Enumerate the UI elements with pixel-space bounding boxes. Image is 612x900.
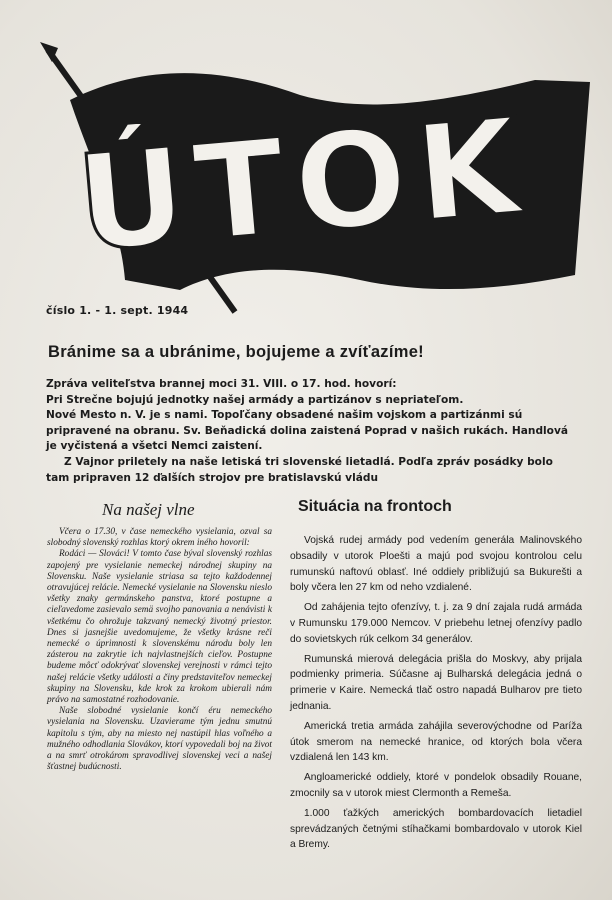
issue-line: číslo 1. - 1. sept. 1944	[46, 304, 189, 317]
report-line-1: Pri Strečne bojujú jednotky našej armády a partizánov s nepriateľom.	[46, 393, 464, 406]
right-paragraph: Vojská rudej armády pod vedením generála Malinovského obsadily v utorok Ploešti a majú pod svojou kontrolou celu rumunskú naftovú oblasť. Iné oddiely približujú sa Bukurešti a boly včera len 27 km od neho vzdialené.	[290, 535, 582, 594]
report-line-2: Nové Mesto n. V. je s nami. Topoľčany obsadené našim vojskom a partizánmi sú pripravené na obranu. Sv. Beňadická dolina zaistená Poprad v našich rukách. Handlová je vyčistená a všetci Nemci zaistení.	[46, 409, 569, 453]
right-paragraph: Americká tretia armáda zahájila severovýchodne od Paríža útok smerom na nemecké hranice, od ktorých bola včera vzdialená len 143 km.	[290, 720, 582, 764]
left-column-article	[47, 527, 272, 773]
left-paragraph: Naše slobodné vysielanie končí éru nemeckého vysielania na Slovensku. Uzavierame tým jednu smutnú kapitolu s tým, aby na miesto nej nastúpil hlas voľného a mužného odhodlania Slovákov, ktorí vypovedali boj na život a na smrť otrokárom spravodlivej slovenskej veci a našej šťastnej budúcnosti.	[47, 706, 272, 773]
right-paragraph: 1.000 ťažkých amerických bombardovacích lietadiel sprevádzaných četnými stíhačkami bombardovalo v utorok Kiel a Bremy.	[290, 807, 582, 851]
right-column-title: Situácia na frontoch	[298, 498, 452, 515]
right-paragraph: Rumunská mierová delegácia prišla do Moskvy, aby prijala podmienky primeria. Súčasne aj Bulharská delegácia jedná o primerie v Kaire. Nemecká tlač ostro napadá Bulharov pre tieto jednania.	[290, 653, 582, 712]
left-paragraph: Rodáci — Slováci! V tomto čase býval slovenský rozhlas zapojený pre vysielanie nemeckej národnej skupiny na Slovensku. Naše vysielanie striasa sa tejto každodennej otravujúcej relácie. Nemecké vysielanie na Slovensku nieslo všetky znaky germánskeho panstva, ktoré postupne a cieľavedome zasievalo semä svojho panovania a nenávisti k všetkému čo ohrožuje takzvaný nemecký životný priestor. Dnes si jasnejšie uvedomujeme, že všetky krásne reči nemecké o úprimnosti k slovenskému národu boly len zásterou na zakrytie ich najvlastnejších cieľov. Postupne budeme môcť odokrývať slovenskej verejnosti v rámci tejto našej relácie všetky události a činy predstaviteľov nemeckej skupiny na Slovensku, kde krok za krokom ubierali nám právo na samostatné rozhodovanie.	[47, 549, 272, 706]
left-column-title: Na našej vlne	[102, 500, 195, 519]
report-lead: Zpráva veliteľstva brannej moci 31. VIII. o 17. hod. hovorí:	[46, 378, 397, 390]
masthead-flag	[30, 40, 600, 320]
right-paragraph: Od zahájenia tejto ofenzívy, t. j. za 9 dní zajala rudá armáda v Rumunsku 179.000 Nemcov. V priebehu letnej ofenzívy padlo do sovietskych rúk celkom 34 generálov.	[290, 602, 582, 645]
masthead-title: ÚTOK	[71, 89, 536, 282]
report-line-3: Z Vajnor priletely na naše letiská tri slovenské lietadlá. Podľa zpráv posádky bolo tam pripraven 12 ďalších strojov pre bratislavskú vládu	[46, 455, 553, 484]
headline: Bránime sa a ubránime, bojujeme a zvíťazíme!	[48, 343, 424, 361]
left-paragraph: Včera o 17.30, v čase nemeckého vysielania, ozval sa slobodný slovenský rozhlas ktorý okrem iného hovoril:	[47, 527, 272, 549]
right-paragraph: Angloamerické oddiely, ktoré v pondelok obsadily Rouane, zmocnily sa v utorok miest Clermonth a Remeša.	[290, 772, 582, 799]
army-report	[46, 377, 576, 486]
right-column-article	[290, 533, 582, 857]
